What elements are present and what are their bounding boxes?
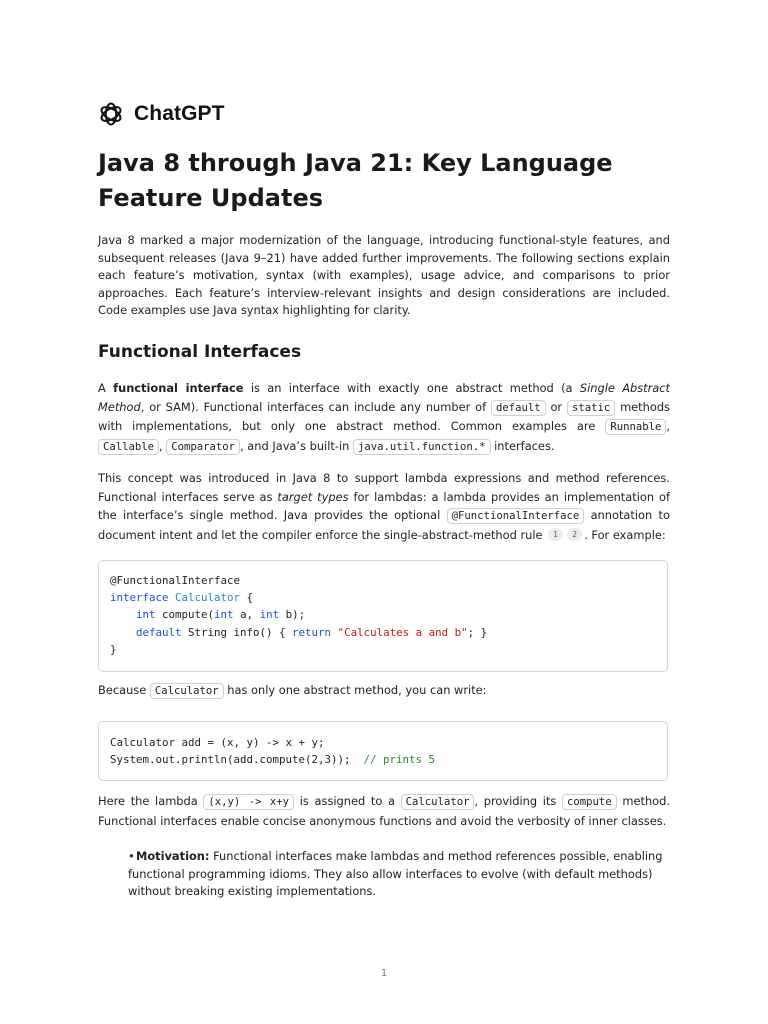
because-paragraph: Because Calculator has only one abstract method, you can write: [98,683,487,697]
inline-code: Calculator [401,794,475,810]
inline-code: static [567,400,615,416]
brand-name: ChatGPT [134,102,225,125]
inline-code: (x,y) -> x+y [203,794,294,810]
inline-code: compute [562,794,617,810]
inline-code: Comparator [166,439,240,455]
functional-interface-definition: A functional interface is an interface with exactly one abstract method (a Single Abstract Method, or SAM). Functional interfaces can include any number of default or static methods with implementations, but only one abstract method. Common examples are Runnable , Callable , Comparator , and Java’s built-in java.util.function.* interfaces. [98,381,671,453]
openai-logo-icon [98,101,124,127]
inline-code: Callable [98,439,159,455]
section-heading: Functional Interfaces [98,342,302,362]
inline-code: default [491,400,546,416]
lambda-paragraph: Here the lambda (x,y) -> x+y is assigned to a Calculator , providing its compute method. Functional interfaces enable concise anonymous functions and avoid the verbosity of inner classes. [98,794,670,828]
inline-code: Calculator [150,683,224,699]
brand-header [98,100,225,128]
inline-code: Runnable [605,419,666,435]
code-block[interactable]: @FunctionalInterface interface Calculator { int compute(int a, int b); default String info() { return "Calculates a and b"; } } [98,560,668,672]
inline-code: @FunctionalInterface [447,508,585,524]
functional-interface-intro: This concept was introduced in Java 8 to support lambda expressions and method references. Functional interfaces serve as target types for lambdas: a lambda provides an implementation of the interface’s single method. Java provides the optional @FunctionalInterface annotation to document intent and let the compiler enforce the single-abstract-method rule 1 2 . For example: [98,471,670,542]
list-item: •Motivation: Functional interfaces make lambdas and method references possible, enabling functional programming idioms. They also allow interfaces to evolve (with default methods) without breaking existing implementations. [128,849,663,899]
citation-badge[interactable]: 2 [567,528,582,541]
code-block[interactable]: Calculator add = (x, y) -> x + y; System.out.println(add.compute(2,3)); // prints 5 [98,721,668,781]
citation-badge[interactable]: 1 [548,528,563,541]
intro-paragraph: Java 8 marked a major modernization of the language, introducing functional-style features, and subsequent releases (Java 9–21) have added further improvements. The following sections explain each feature’s motivation, syntax (with examples), usage advice, and comparisons to prior approaches. Each feature’s interview-relevant insights and design considerations are included. Code examples use Java syntax highlighting for clarity. [98,233,670,318]
inline-code: java.util.function.* [353,439,491,455]
page-number: 1 [380,968,388,979]
page-title: Java 8 through Java 21: Key Language Feature Updates [98,149,613,212]
